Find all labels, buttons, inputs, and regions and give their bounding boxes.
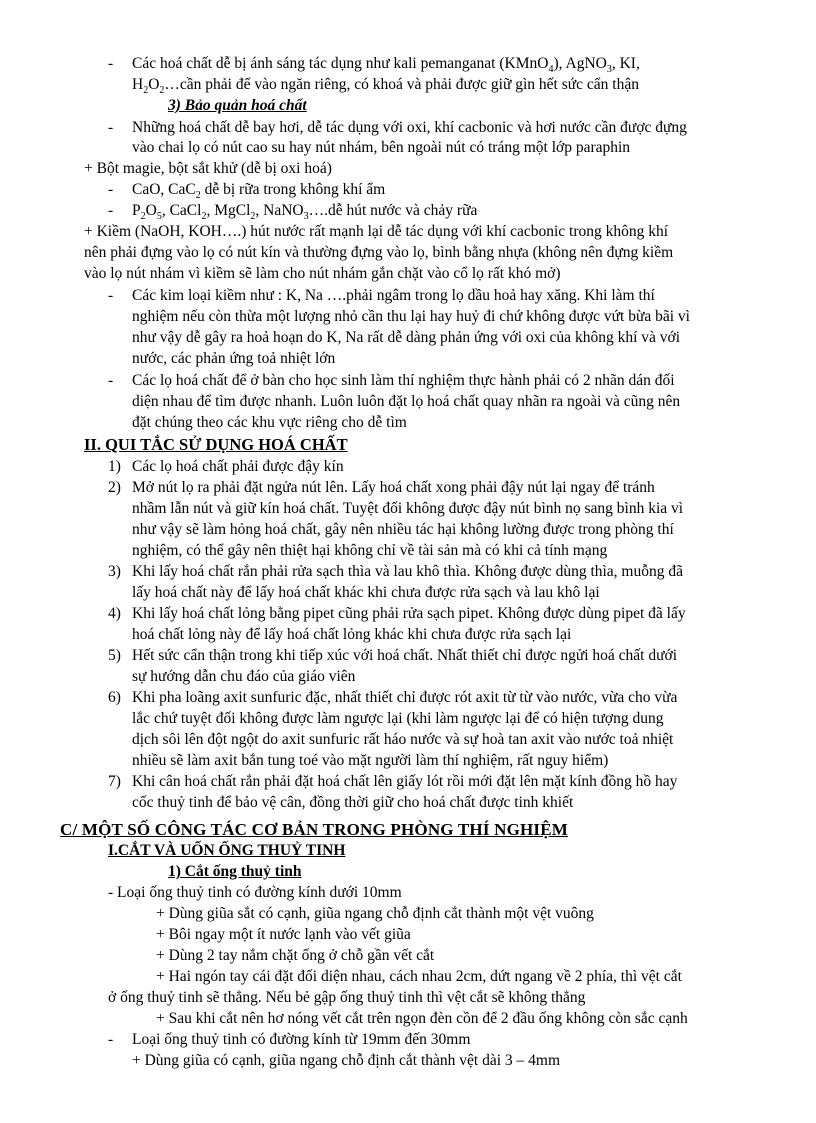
text-run: , NaNO: [255, 202, 304, 219]
rule-number: 4): [108, 605, 121, 622]
light-sensitive-line-2: [132, 74, 639, 95]
text-run: P: [132, 202, 141, 219]
subscript: 2: [143, 85, 149, 97]
alkali-line-3: vào lọ nút nhám vì kiềm sẽ làm cho nút nhám gắn chặt vào cổ lọ rất khó mở): [84, 265, 561, 282]
rule-text-line: Khi lấy hoá chất rắn phải rửa sạch thìa và lau khô thìa. Không được dùng thìa, muỗng đã: [132, 563, 683, 580]
subscript: 3: [303, 211, 309, 223]
step-grip-line: + Dùng 2 tay nắm chặt ống ở chỗ gần vết cắt: [156, 947, 435, 964]
text-run: Các hoá chất dễ bị ánh sáng tác dụng như kali pemanganat (KMnO: [132, 55, 549, 72]
subscript: 4: [548, 64, 554, 76]
step-thumbs-line-1: + Hai ngón tay cái đặt đối diện nhau, cách nhau 2cm, dứt ngang về 2 phía, thì vệt cắt: [156, 968, 682, 985]
heading-storage: 3) Bảo quản hoá chất: [168, 97, 307, 114]
rule-text-line: Mở nút lọ ra phải đặt ngửa nút lên. Lấy hoá chất xong phải đậy nút lại ngay để tránh: [132, 479, 655, 496]
bullet-dash: -: [108, 1031, 114, 1048]
text-run: , MgCl: [206, 202, 251, 219]
light-sensitive-line-1: [132, 53, 640, 74]
bullet-dash: -: [108, 119, 114, 136]
rule-text-line: Khi cân hoá chất rắn phải đặt hoá chất lên giấy lót rồi mới đặt lên mặt kính đồng hồ hay: [132, 773, 678, 790]
alkali-metals-line-2: nghiệm nếu còn thừa một lượng nhỏ cần thu lại hay huỷ đi chứ không được vứt bừa bãi vì: [132, 308, 690, 325]
large-tube-line: Loại ống thuỷ tinh có đường kính từ 19mm đến 30mm: [132, 1031, 471, 1048]
subscript: 5: [156, 211, 162, 223]
text-run: ….dễ hút nước và chảy rữa: [308, 202, 478, 219]
alkali-line-1: + Kiềm (NaOH, KOH….) hút nước rất mạnh lại dễ tác dụng với khí cacbonic trong không khí: [84, 223, 669, 240]
text-run: dễ bị rữa trong không khí ẩm: [200, 181, 386, 198]
alkali-line-2: nên phải đựng vào lọ có nút kín và thường đựng vào lọ, bình bằng nhựa (không nên đựng kiềm: [84, 244, 674, 261]
subscript: 2: [140, 211, 146, 223]
p2o5-line: [132, 200, 477, 221]
rule-text-line: sự hướng dẫn chu đáo của giáo viên: [132, 668, 356, 685]
text-run: CaO, CaC: [132, 181, 196, 198]
rule-number: 2): [108, 479, 121, 496]
rule-text-line: nghiệm, có thể gây nên thiệt hại không chỉ về tài sản mà có khi cả tính mạng: [132, 542, 608, 559]
text-run: , KI,: [611, 55, 640, 72]
rule-text-line: Các lọ hoá chất phải được đậy kín: [132, 458, 344, 475]
text-run: , CaCl: [161, 202, 202, 219]
section-ii-heading: II. QUI TẮC SỬ DỤNG HOÁ CHẤT: [84, 435, 348, 454]
volatile-line-1: Những hoá chất dễ bay hơi, dễ tác dụng với oxi, khí cacbonic và hơi nước cần được đựng: [132, 119, 687, 136]
magnesium-line: + Bột magie, bột sắt khử (dễ bị oxi hoá): [84, 160, 332, 177]
alkali-metals-line-3: như vậy dễ gây ra hoả hoạn do K, Na rất dễ dàng phản ứng với oxi của không khí và với: [132, 329, 681, 346]
small-tube-line: - Loại ống thuỷ tinh có đường kính dưới 10mm: [108, 884, 402, 901]
rule-number: 7): [108, 773, 121, 790]
bullet-dash: -: [108, 55, 114, 72]
text-run: H: [132, 76, 144, 93]
cutting-subheading: 1) Cắt ống thuỷ tinh: [168, 863, 302, 880]
rule-text-line: lắc chứ tuyệt đối không được làm ngược lại (khi làm ngược lại để có hiện tượng dung: [132, 710, 664, 727]
rule-text-line: nhiều sẽ làm axit bắn tung toé vào mặt người làm thí nghiệm, rất nguy hiểm): [132, 752, 609, 769]
rule-text-line: như vậy sẽ làm hỏng hoá chất, gây nên nhiều tác hại không lường được trong phòng thí: [132, 521, 674, 538]
bullet-dash: -: [108, 372, 114, 389]
rule-number: 5): [108, 647, 121, 664]
text-run: O: [148, 76, 160, 93]
text-run: …cần phải để vào ngăn riêng, có khoá và phải được giữ gìn hết sức cẩn thận: [164, 76, 639, 93]
rule-text-line: dịch sôi lên đột ngột do axit sunfuric rất háo nước và sự hoà tan axit vào nước toả nhiệt: [132, 731, 674, 748]
bullet-dash: -: [108, 287, 114, 304]
text-run: O: [145, 202, 157, 219]
rule-text-line: nhầm lẫn nút và giữ kín hoá chất. Tuyệt đối không được đậy nút bình nọ sang bình kia vì: [132, 500, 684, 517]
step-water-line: + Bôi ngay một ít nước lạnh vào vết giũa: [156, 926, 411, 943]
rule-text-line: Hết sức cẩn thận trong khi tiếp xúc với hoá chất. Nhất thiết chỉ được ngửi hoá chất dưới: [132, 647, 678, 664]
rule-number: 1): [108, 458, 121, 475]
rule-number: 6): [108, 689, 121, 706]
bottles-line-2: diện nhau để tìm được nhanh. Luôn luôn đặt lọ hoá chất quay nhãn ra ngoài và cũng nên: [132, 393, 681, 410]
bullet-dash: -: [108, 181, 114, 198]
rule-text-line: Khi lấy hoá chất lỏng bằng pipet cũng phải rửa sạch pipet. Không được dùng pipet đã lấy: [132, 605, 686, 622]
cao-line: [132, 179, 385, 200]
bottles-line-3: đặt chúng theo các khu vực riêng cho dễ tìm: [132, 414, 407, 431]
bottles-line-1: Các lọ hoá chất để ở bàn cho học sinh làm thí nghiệm thực hành phải có 2 nhãn dán đối: [132, 372, 675, 389]
alkali-metals-line-4: nước, các phản ứng toả nhiệt lớn: [132, 350, 336, 367]
subscript: 2: [159, 85, 165, 97]
subscript: 2: [250, 211, 256, 223]
rule-number: 3): [108, 563, 121, 580]
glass-tube-heading: I.CẮT VÀ UỐN ỐNG THUỶ TINH: [108, 842, 346, 859]
rule-text-line: Khi pha loãng axit sunfuric đặc, nhất thiết chỉ được rót axit từ từ vào nước, vừa cho vừa: [132, 689, 678, 706]
step-large-file-line: + Dùng giũa có cạnh, giũa ngang chỗ định cắt thành vệt dài 3 – 4mm: [132, 1052, 560, 1069]
rule-text-line: lấy hoá chất này để lấy hoá chất khác khi chưa được rửa sạch và lau khô lại: [132, 584, 600, 601]
rule-text-line: cốc thuỷ tinh để bảo vệ cân, đồng thời giữ cho hoá chất được tinh khiết: [132, 794, 574, 811]
subscript: 2: [201, 211, 207, 223]
rule-text-line: hoá chất lỏng này để lấy hoá chất lỏng khác khi chưa được rửa sạch lại: [132, 626, 572, 643]
step-file-line: + Dùng giũa sắt có cạnh, giũa ngang chỗ định cắt thành một vệt vuông: [156, 905, 594, 922]
alkali-metals-line-1: Các kim loại kiềm như : K, Na ….phải ngâm trong lọ dầu hoả hay xăng. Khi làm thí: [132, 287, 655, 304]
step-heat-line: + Sau khi cắt nên hơ nóng vết cắt trên ngọn đèn cồn để 2 đầu ống không còn sắc cạnh: [156, 1010, 688, 1027]
subscript: 3: [606, 64, 612, 76]
text-run: ), AgNO: [553, 55, 607, 72]
bullet-dash: -: [108, 202, 114, 219]
volatile-line-2: vào chai lọ có nút cao su hay nút nhám, bên ngoài nút có tráng một lớp paraphin: [132, 139, 631, 156]
subscript: 2: [195, 190, 201, 202]
step-thumbs-line-2: ở ống thuỷ tinh sẽ thẳng. Nếu bẻ gập ống thuỷ tinh thì vệt cắt sẽ không thẳng: [108, 989, 586, 1006]
section-c-heading: C/ MỘT SỐ CÔNG TÁC CƠ BẢN TRONG PHÒNG THÍ NGHIỆM: [60, 820, 569, 839]
